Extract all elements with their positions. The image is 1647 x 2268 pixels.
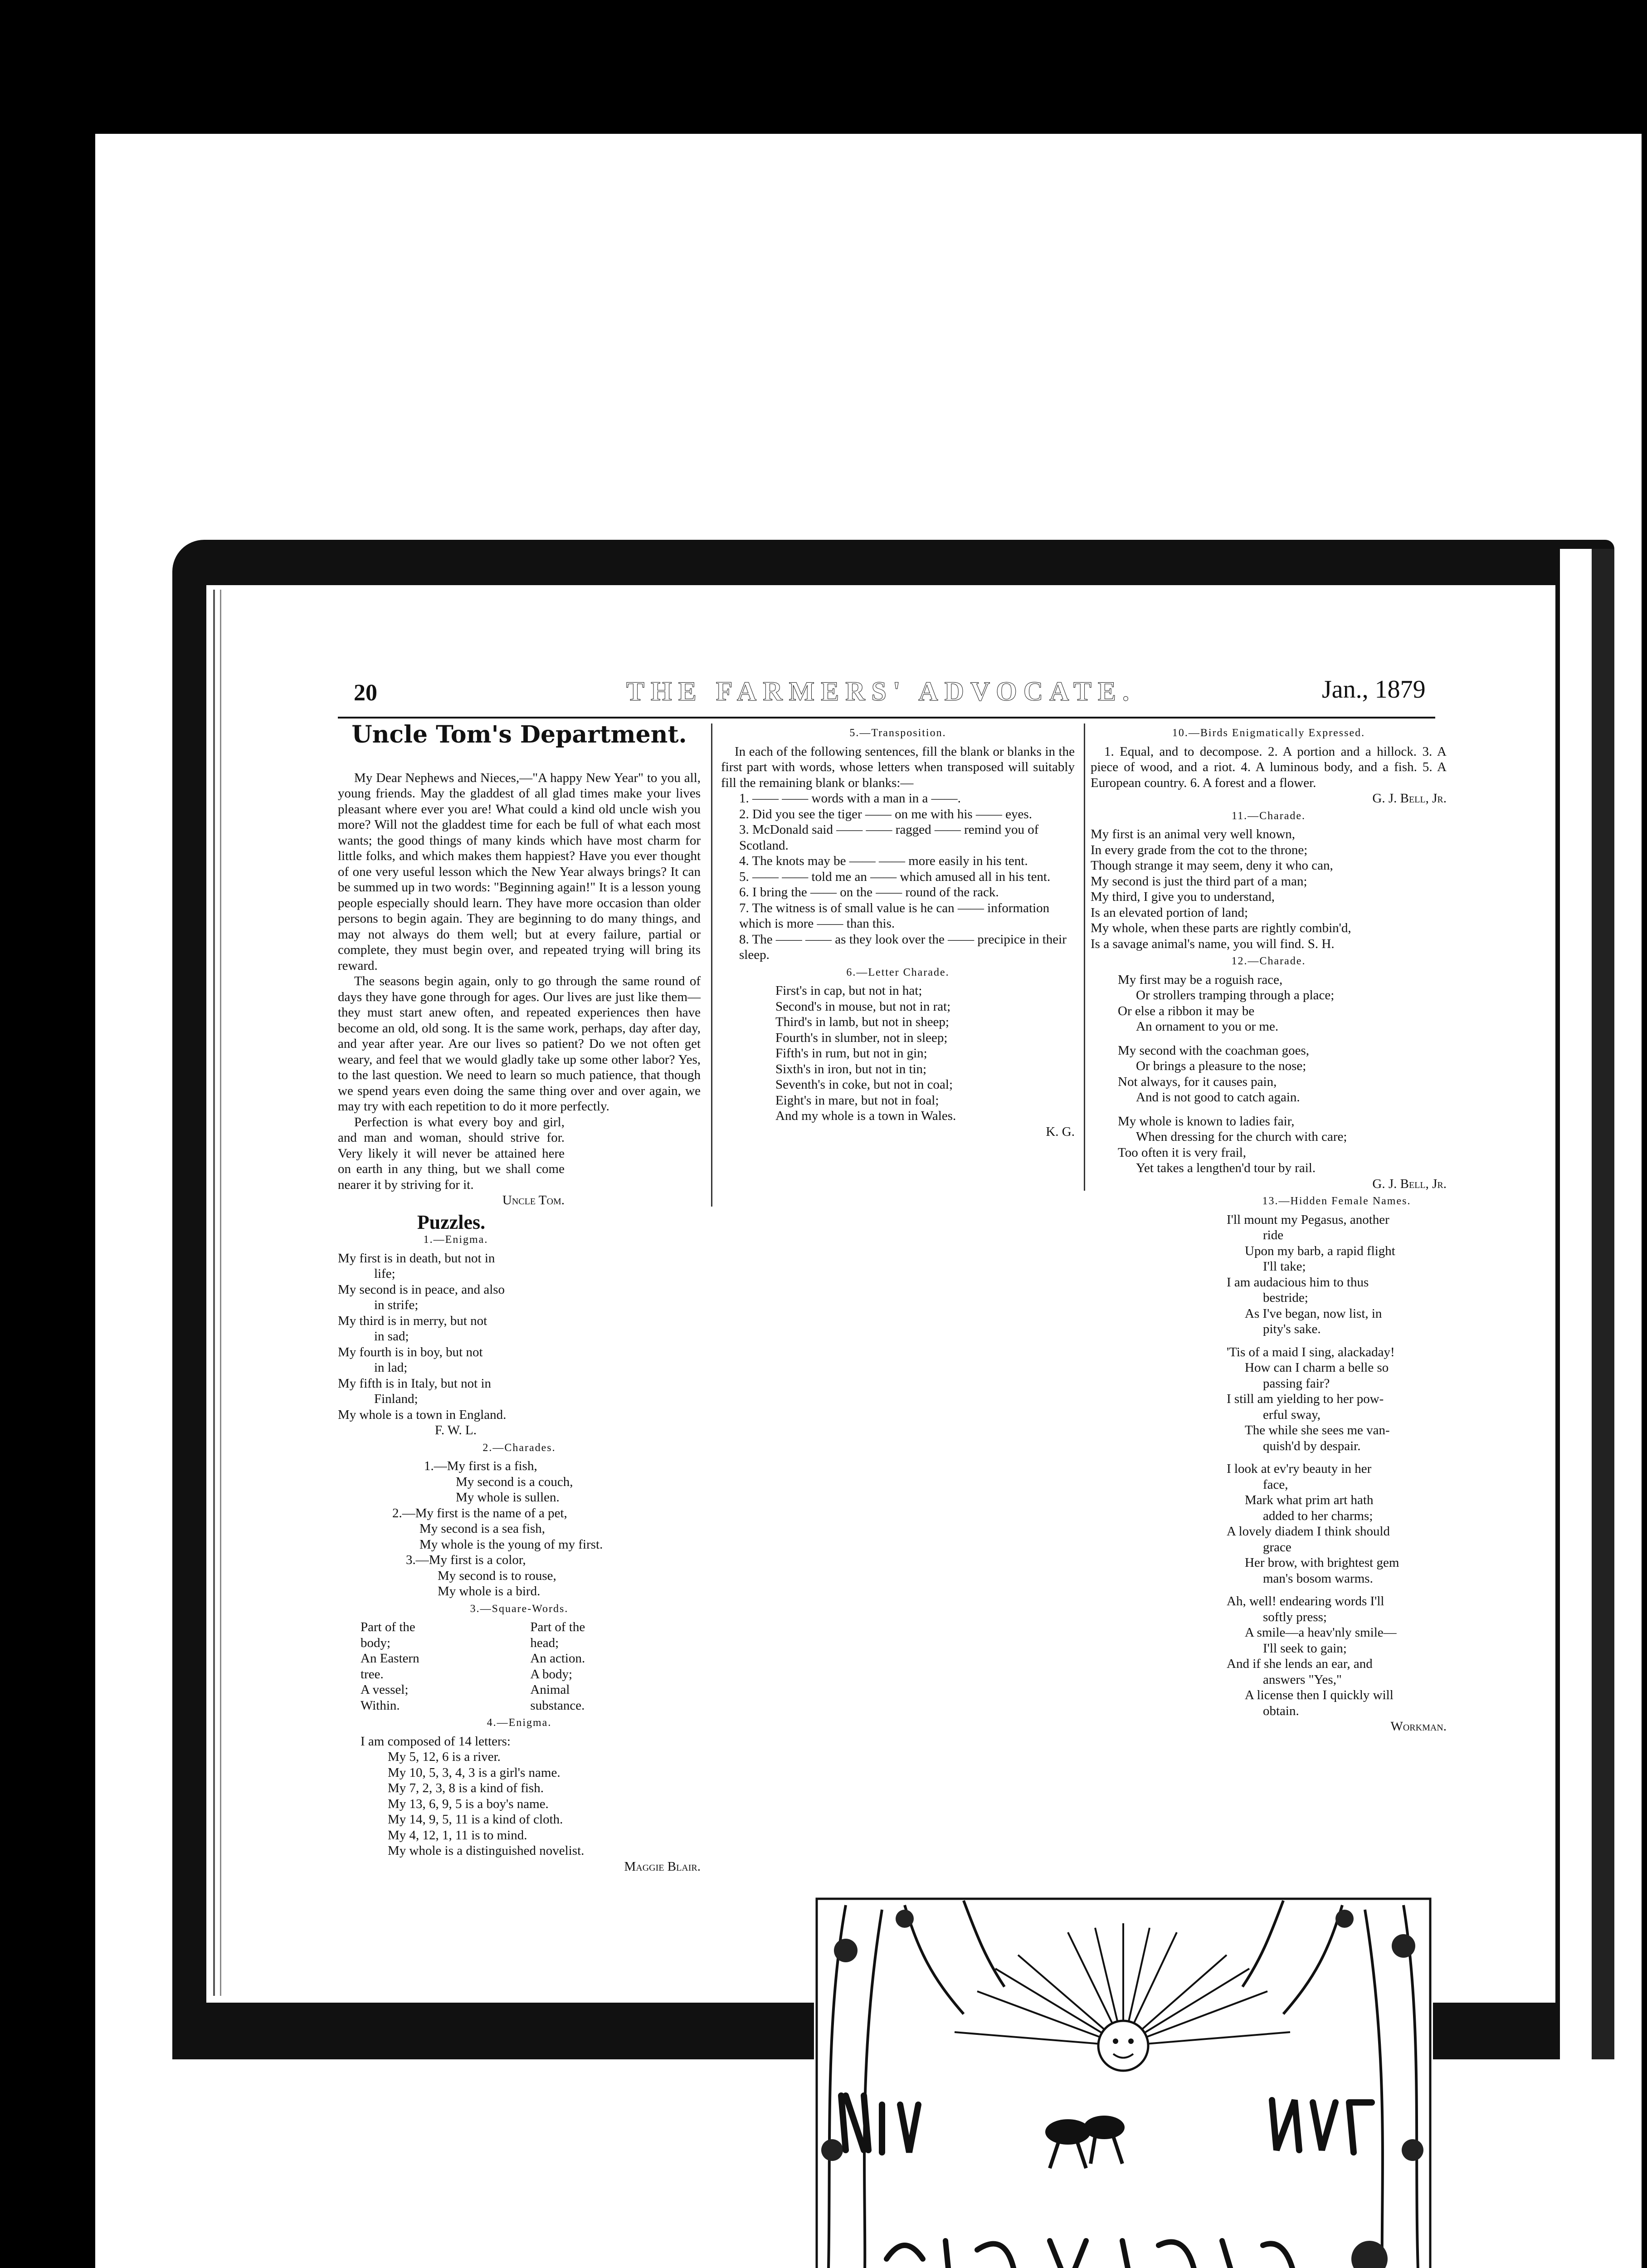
puzzle-line: I still am yielding to her pow- bbox=[1227, 1392, 1384, 1406]
puzzle-line: My first may be a roguish race, bbox=[1118, 972, 1283, 987]
puzzle-author: S. H. bbox=[1307, 936, 1335, 951]
puzzle-line: 3. McDonald said —— —— ragged —— remind you of Scotland. bbox=[739, 822, 1039, 853]
puzzle-line: My 7, 2, 3, 8 is a kind of fish. bbox=[388, 1781, 544, 1795]
puzzle-line: softly press; bbox=[1263, 1609, 1327, 1624]
book-binding-edge bbox=[1592, 549, 1614, 2059]
puzzle-line: How can I charm a belle so bbox=[1245, 1360, 1389, 1375]
puzzle-line: 2. Did you see the tiger —— on me with his —— eyes. bbox=[739, 807, 1032, 821]
puzzle-line: I am composed of 14 letters: bbox=[361, 1734, 511, 1749]
puzzle-title: 11.—Charade. bbox=[1231, 810, 1306, 822]
puzzle-line: My 14, 9, 5, 11 is a kind of cloth. bbox=[388, 1812, 563, 1827]
puzzle-line: 1. —— —— words with a man in a ——. bbox=[739, 791, 961, 806]
puzzle-line: Ah, well! endearing words I'll bbox=[1227, 1594, 1384, 1608]
puzzle-line: face, bbox=[1263, 1477, 1288, 1492]
puzzle-line: Too often it is very frail, bbox=[1118, 1145, 1247, 1160]
puzzle-line: My second is to rouse, bbox=[438, 1568, 556, 1583]
puzzle-line: added to her charms; bbox=[1263, 1508, 1373, 1523]
square-word-line: Within. bbox=[361, 1698, 400, 1713]
puzzle-line: answers "Yes," bbox=[1263, 1672, 1342, 1687]
puzzle-1 bbox=[338, 1232, 574, 1438]
puzzle-2 bbox=[338, 1440, 701, 1599]
puzzle-line: A smile—a heav'nly smile— bbox=[1245, 1625, 1397, 1640]
puzzle-line: I'll mount my Pegasus, another bbox=[1227, 1212, 1389, 1227]
puzzle-line: As I've began, now list, in bbox=[1245, 1306, 1382, 1321]
puzzle-author: G. J. Bell, Jr. bbox=[1372, 1176, 1447, 1191]
puzzle-title: 5.—Transposition. bbox=[849, 727, 946, 739]
masthead: THE FARMERS' ADVOCATE. bbox=[626, 676, 1135, 706]
puzzle-line: The while she sees me van- bbox=[1245, 1423, 1390, 1437]
puzzle-line: I'll take; bbox=[1263, 1259, 1306, 1274]
puzzle-line: A lovely diadem I think should bbox=[1227, 1524, 1390, 1539]
puzzle-line: Fourth's in slumber, not in sleep; bbox=[775, 1030, 948, 1045]
header-rule bbox=[338, 717, 1435, 719]
puzzle-line: My second is a sea fish, bbox=[419, 1521, 546, 1536]
square-word-line: Animal substance. bbox=[530, 1682, 585, 1713]
puzzle-line: 1.—My first is a fish, bbox=[424, 1459, 537, 1473]
puzzle-line: My fifth is in Italy, but not in bbox=[338, 1376, 492, 1391]
puzzle-line: grace bbox=[1263, 1540, 1291, 1554]
department-title: Uncle Tom's Department. bbox=[351, 721, 687, 748]
puzzle-line: My second is a couch, bbox=[456, 1474, 573, 1489]
puzzle-line: Third's in lamb, but not in sheep; bbox=[775, 1015, 949, 1029]
square-word-line: Part of the body; bbox=[361, 1620, 415, 1650]
puzzle-line: And my whole is a town in Wales. bbox=[775, 1109, 956, 1123]
puzzle-author: G. J. Bell, Jr. bbox=[1372, 791, 1447, 806]
letter-signature: Uncle Tom. bbox=[502, 1193, 565, 1207]
puzzle-line: My whole is known to ladies fair, bbox=[1118, 1114, 1295, 1129]
puzzle-line: Upon my barb, a rapid flight bbox=[1245, 1243, 1395, 1258]
puzzles-heading: Puzzles. bbox=[417, 1211, 486, 1233]
puzzle-title: 3.—Square-Words. bbox=[470, 1603, 569, 1615]
puzzle-line: My whole is a distinguished novelist. bbox=[388, 1843, 585, 1858]
puzzle-line: 2.—My first is the name of a pet, bbox=[392, 1505, 567, 1520]
square-word-line: An Eastern tree. bbox=[361, 1651, 419, 1681]
puzzle-line: 6. I bring the —— on the —— round of the rack. bbox=[739, 885, 999, 899]
puzzle-title: 1.—Enigma. bbox=[423, 1234, 488, 1246]
square-word-line: Part of the head; bbox=[530, 1620, 585, 1650]
puzzle-line: My whole is sullen. bbox=[456, 1490, 560, 1505]
hidden-names-poem bbox=[1091, 1212, 1447, 1735]
puzzle-line: Seventh's in coke, but not in coal; bbox=[775, 1077, 953, 1092]
puzzle-line: in sad; bbox=[374, 1329, 409, 1344]
puzzle-line: in lad; bbox=[374, 1360, 408, 1375]
puzzle-line: bestride; bbox=[1263, 1290, 1308, 1305]
middle-column bbox=[721, 723, 1075, 1139]
puzzle-author: Maggie Blair. bbox=[624, 1859, 701, 1874]
puzzle-line: And if she lends an ear, and bbox=[1227, 1657, 1373, 1671]
puzzle-title: 6.—Letter Charade. bbox=[846, 966, 950, 978]
letter-paragraph: My Dear Nephews and Nieces,—"A happy New Year" to you all, young friends. May the gladdest of all glad times make your lives pleasant where ever you are! What could a kind old uncle wish you more? Will not the gladdest time for each be full of what each most wants; the good things of many kinds which have most charm for little folks, and which makes them happiest? Have you ever thought of one very useful lesson which the New Year always brings? It can be summed up in two words: "Beginning again!" It is a lesson young people especially should learn. They have more occasion than older persons to begin again. They are beginning to do many things, and may not always do them well; but at every failure, partial or complete, they must begin over, and repeated trying will bring its reward. bbox=[338, 770, 701, 973]
letter-paragraph: The seasons begin again, only to go through the same round of days they have gone through for ages. Our lives are just like them—they must start anew often, and repeated experiences then have become an old, old song. It is the same work, perhaps, day after day, and year after year. Are our lives so patient? Do we not often get weary, and feel that we would gladly take up some other labor? Yes, to the last question. We need to learn so much patience, that though we spend years even doing the same thing over and over again, we may try with each repetition to do it more perfectly. bbox=[338, 974, 701, 1114]
puzzle-line: My third, I give you to understand, bbox=[1091, 890, 1275, 904]
column-rule bbox=[1084, 723, 1085, 1191]
puzzle-line: My 5, 12, 6 is a river. bbox=[388, 1750, 501, 1764]
letter-paragraph: Perfection is what every boy and girl, and man and woman, should strive for. Very likely it will never be attained here on earth in any thing, but we shall come nearer it by striving for it. bbox=[338, 1114, 565, 1192]
puzzle-line: My whole is a town in England. bbox=[338, 1407, 507, 1422]
puzzle-line: Eight's in mare, but not in foal; bbox=[775, 1093, 939, 1108]
puzzle-line: My second with the coachman goes, bbox=[1118, 1043, 1310, 1058]
puzzle-title: 10.—Birds Enigmatically Expressed. bbox=[1172, 727, 1365, 739]
puzzle-line: life; bbox=[374, 1266, 395, 1281]
puzzle-line: I am audacious him to thus bbox=[1227, 1275, 1369, 1290]
puzzle-line: I'll seek to gain; bbox=[1263, 1641, 1347, 1656]
puzzle-line: 8. The —— —— as they look over the —— precipice in their sleep. bbox=[739, 932, 1067, 962]
page-edge-line bbox=[213, 590, 215, 1996]
puzzle-title: 4.—Enigma. bbox=[487, 1717, 552, 1729]
puzzle-line: My whole is the young of my first. bbox=[419, 1537, 603, 1552]
puzzle-line: Yet takes a lengthen'd tour by rail. bbox=[1136, 1161, 1316, 1175]
puzzle-line: First's in cap, but not in hat; bbox=[775, 983, 922, 998]
puzzle-line: Her brow, with brightest gem bbox=[1245, 1555, 1399, 1570]
puzzle-line: My 13, 6, 9, 5 is a boy's name. bbox=[388, 1796, 549, 1811]
puzzle-line: Sixth's in iron, but not in tin; bbox=[775, 1061, 927, 1076]
puzzle-line: My fourth is in boy, but not bbox=[338, 1344, 483, 1359]
puzzle-line: Mark what prim art hath bbox=[1245, 1493, 1374, 1507]
puzzle-text: 1. Equal, and to decompose. 2. A portion and a hillock. 3. A piece of wood, and a riot. 4. A luminous body, and a fish. 5. A European country. 6. A forest and a flower. bbox=[1091, 744, 1447, 790]
puzzle-line: When dressing for the church with care; bbox=[1136, 1129, 1347, 1144]
puzzle-title: 2.—Charades. bbox=[482, 1442, 556, 1454]
adjacent-page-strip bbox=[1614, 540, 1642, 1855]
puzzle-line: I look at ev'ry beauty in her bbox=[1227, 1461, 1372, 1476]
puzzle-author: K. G. bbox=[1046, 1124, 1075, 1139]
puzzle-intro: In each of the following sentences, fill the blank or blanks in the first part with words, whose letters when transposed will suitably fill the remaining blank or blanks:— bbox=[721, 744, 1075, 790]
puzzle-line: In every grade from the cot to the throne; bbox=[1091, 842, 1308, 857]
puzzle-line: Fifth's in rum, but not in gin; bbox=[775, 1046, 927, 1061]
puzzle-author: Workman. bbox=[1390, 1719, 1447, 1734]
puzzle-line: passing fair? bbox=[1263, 1376, 1330, 1391]
pictorial-rebus-image bbox=[814, 1896, 1433, 2268]
square-word-line: A body; bbox=[530, 1667, 573, 1681]
square-word-line: An action. bbox=[530, 1651, 585, 1666]
newspaper-page bbox=[206, 585, 1555, 2003]
puzzle-3 bbox=[338, 1601, 701, 1714]
puzzle-line: pity's sake. bbox=[1263, 1322, 1321, 1336]
puzzle-line: Though strange it may seem, deny it who can, bbox=[1091, 858, 1333, 873]
book-page-edge bbox=[1560, 549, 1592, 2059]
puzzle-line: ride bbox=[1263, 1228, 1284, 1242]
puzzle-4 bbox=[338, 1715, 701, 1874]
puzzle-line: obtain. bbox=[1263, 1703, 1299, 1718]
puzzle-line: Finland; bbox=[374, 1392, 418, 1406]
right-column bbox=[1091, 723, 1447, 1735]
puzzle-line: My 10, 5, 3, 4, 3 is a girl's name. bbox=[388, 1765, 560, 1780]
puzzle-line: Is an elevated portion of land; bbox=[1091, 905, 1248, 920]
puzzle-line: 4. The knots may be —— —— more easily in his tent. bbox=[739, 854, 1028, 868]
page-header bbox=[206, 671, 1555, 708]
puzzle-title: 12.—Charade. bbox=[1231, 955, 1306, 967]
left-column bbox=[338, 723, 701, 1874]
column-rule bbox=[711, 723, 712, 1207]
puzzle-line: in strife; bbox=[374, 1298, 419, 1312]
puzzle-line: 5. —— —— told me an —— which amused all in his tent. bbox=[739, 869, 1051, 884]
puzzle-line: Or brings a pleasure to the nose; bbox=[1136, 1059, 1306, 1073]
puzzle-line: quish'd by despair. bbox=[1263, 1438, 1361, 1453]
puzzle-line: A license then I quickly will bbox=[1245, 1688, 1394, 1702]
puzzle-line: My second is in peace, and also bbox=[338, 1282, 505, 1297]
puzzle-line: Not always, for it causes pain, bbox=[1118, 1074, 1277, 1089]
puzzle-line: My 4, 12, 1, 11 is to mind. bbox=[388, 1828, 527, 1843]
puzzle-line: Or strollers tramping through a place; bbox=[1136, 988, 1335, 1002]
puzzle-line: erful sway, bbox=[1263, 1407, 1321, 1422]
puzzle-line: man's bosom warms. bbox=[1263, 1571, 1373, 1586]
puzzle-line: Is a savage animal's name, you will find. bbox=[1091, 936, 1305, 951]
puzzle-line: My whole, when these parts are rightly combin'd, bbox=[1091, 921, 1351, 935]
puzzle-title: 13.—Hidden Female Names. bbox=[1262, 1195, 1411, 1207]
puzzle-line: Second's in mouse, but not in rat; bbox=[775, 999, 951, 1014]
puzzle-line: My whole is a bird. bbox=[438, 1584, 541, 1598]
puzzle-author: F. W. L. bbox=[435, 1423, 477, 1437]
page-number: 20 bbox=[354, 680, 377, 706]
puzzle-line: An ornament to you or me. bbox=[1136, 1019, 1279, 1034]
puzzle-line: My second is just the third part of a man; bbox=[1091, 874, 1307, 889]
square-word-line: A vessel; bbox=[361, 1682, 409, 1697]
puzzle-line: My third is in merry, but not bbox=[338, 1313, 487, 1328]
page-edge-line bbox=[220, 590, 221, 1996]
puzzle-line: 7. The witness is of small value is he can —— information which is more —— than this. bbox=[739, 900, 1050, 931]
uncle-tom-letter bbox=[338, 770, 701, 1193]
puzzle-line: My first is an animal very well known, bbox=[1091, 827, 1296, 841]
puzzle-line: 'Tis of a maid I sing, alackaday! bbox=[1227, 1344, 1395, 1359]
puzzle-line: And is not good to catch again. bbox=[1136, 1090, 1300, 1105]
puzzle-line: Or else a ribbon it may be bbox=[1118, 1003, 1255, 1018]
issue-date: Jan., 1879 bbox=[1322, 675, 1426, 704]
puzzle-line: My first is in death, but not in bbox=[338, 1251, 495, 1266]
puzzle-line: 3.—My first is a color, bbox=[406, 1553, 526, 1567]
